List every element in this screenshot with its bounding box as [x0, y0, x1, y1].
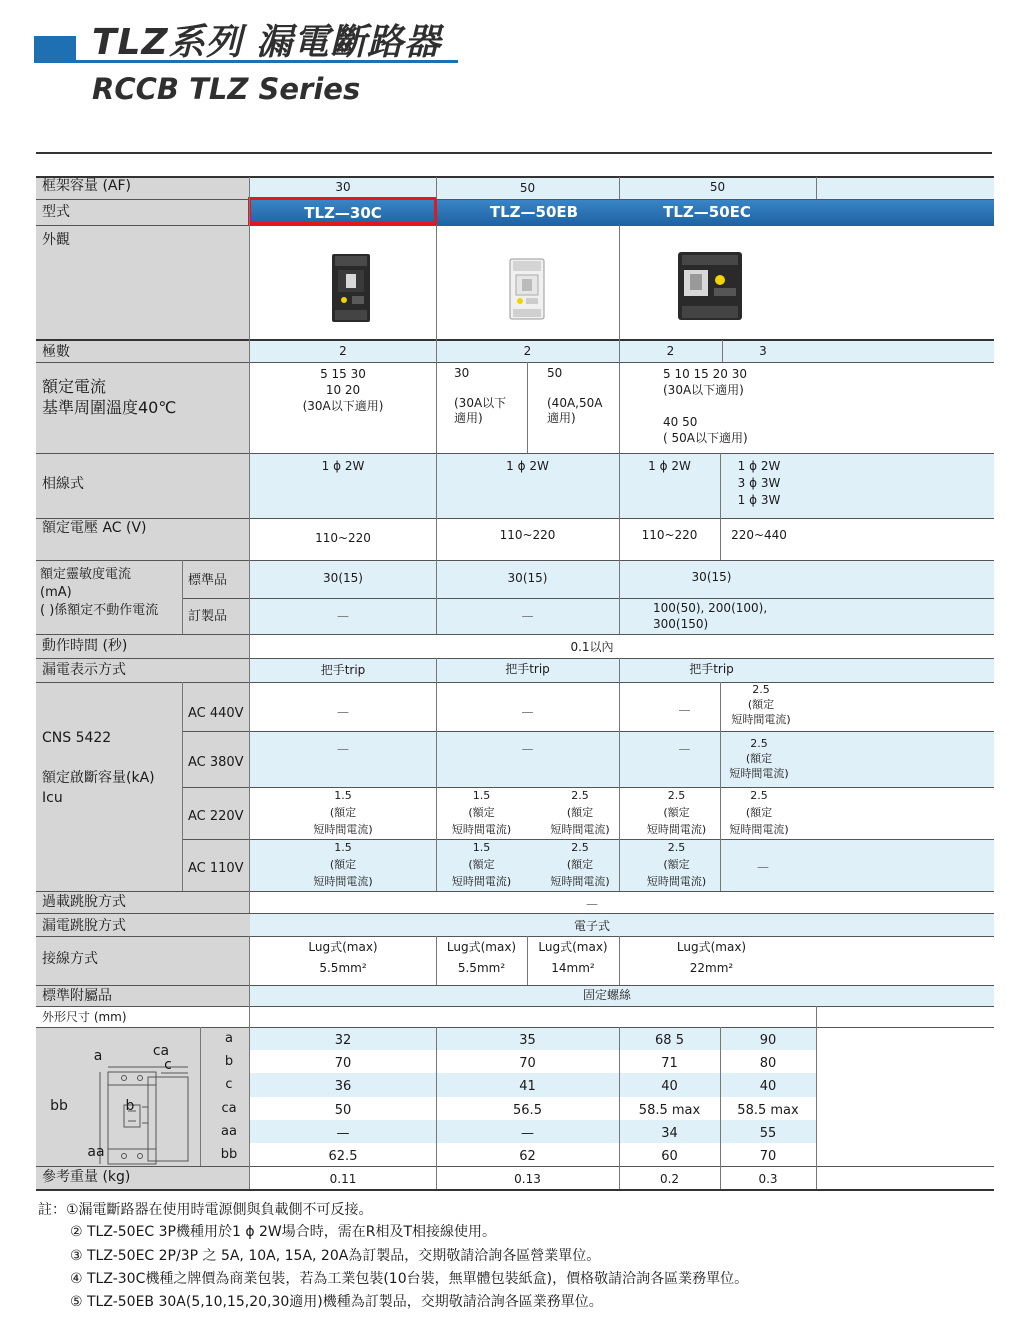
- note-5: ⑤ TLZ-50EB 30A(5,10,15,20,30適用)機種為訂製品，交期敬請洽詢各區業務單位。: [70, 1294, 603, 1310]
- dim-bb-col1: 62: [436, 1143, 619, 1166]
- rule: [436, 225, 437, 634]
- phase-50ec-2p: 1 ϕ 2W: [619, 453, 720, 518]
- rule: [816, 177, 817, 199]
- poles-50ec-2p: 2: [619, 340, 722, 362]
- dim-b-col1: 70: [436, 1050, 619, 1073]
- page-subtitle: RCCB TLZ Series: [92, 72, 361, 106]
- ac440-50eb: —: [436, 682, 619, 731]
- model-50eb: TLZ—50EB: [489, 203, 579, 221]
- rule: [182, 682, 183, 891]
- rule: [36, 682, 994, 683]
- diagram-label-bb: bb: [50, 1098, 68, 1114]
- section-rule: [36, 152, 992, 154]
- note-4: ④ TLZ-30C機種之牌價為商業包裝，若為工業包裝(10台裝，無單體包裝紙盒)，價格敬請洽詢各區業務單位。: [70, 1271, 749, 1287]
- model-50ec: TLZ—50EC: [663, 203, 751, 221]
- dim-key-bb: bb: [200, 1143, 250, 1166]
- rated-current-30c: 5 15 30 10 20 (30A以下適用): [250, 362, 436, 453]
- dim-ca-col1: 56.5: [436, 1097, 619, 1120]
- poles-50ec-3p: 3: [722, 340, 804, 362]
- rule: [816, 1006, 817, 1189]
- rule: [527, 936, 528, 985]
- poles-50eb: 2: [436, 340, 619, 362]
- ac380-50ec-2p: —: [619, 731, 720, 787]
- dim-a-col3: 90: [720, 1027, 816, 1050]
- label-wiring: 接線方式: [36, 936, 250, 985]
- phase-30c: 1 ϕ 2W: [250, 453, 436, 518]
- rule: [436, 1027, 437, 1189]
- rule: [36, 658, 994, 659]
- op-time-value: 0.1以內: [250, 634, 994, 658]
- label-ac440: AC 440V: [182, 682, 250, 731]
- label-appearance: 外觀: [36, 225, 250, 340]
- rule: [720, 682, 721, 891]
- label-overload: 過載跳脫方式: [36, 891, 250, 913]
- dim-b-col3: 80: [720, 1050, 816, 1073]
- ac440-empty: [802, 682, 994, 731]
- rule: [36, 453, 994, 454]
- dim-key-c: c: [200, 1073, 250, 1097]
- dim-a-col0: 32: [250, 1027, 436, 1050]
- dim-key-ca: ca: [200, 1097, 250, 1120]
- ac110-30c: 1.5 (額定 短時間電流): [250, 839, 436, 891]
- model-highlight-box: [248, 197, 437, 225]
- ac380-30c: —: [250, 731, 436, 787]
- label-leak-trip: 漏電跳脫方式: [36, 913, 250, 936]
- wiring-50ec: [619, 936, 994, 985]
- rule: [619, 177, 620, 199]
- rule: [720, 453, 721, 560]
- poles-empty: [804, 340, 994, 362]
- ac380-50ec-3p: 2.5 (額定 短時間電流): [720, 731, 798, 787]
- dim-a-col2: 68 5: [619, 1027, 720, 1050]
- dim-ca-col2: 58.5 max: [619, 1097, 720, 1120]
- wiring-50ec-size: 22mm²: [689, 961, 734, 975]
- phase-50eb: 1 ϕ 2W: [436, 453, 619, 518]
- af-50ec: 50: [619, 177, 816, 199]
- label-weight: 參考重量 (kg): [36, 1166, 250, 1189]
- dim-c-col1: 41: [436, 1073, 619, 1097]
- rule: [200, 1027, 201, 1166]
- dim-c-col0: 36: [250, 1073, 436, 1097]
- ac440-50ec-3p: 2.5 (額定 短時間電流): [720, 682, 802, 731]
- rated-current-50eb-50: 50 (40A,50A 適用): [527, 362, 619, 453]
- rule: [36, 1166, 994, 1167]
- indicator-30c: 把手trip: [250, 658, 436, 682]
- rule: [436, 658, 437, 891]
- ac110-50ec-3p: —: [720, 839, 806, 891]
- ac220-50eb-50: 2.5 (額定 短時間電流): [527, 787, 633, 839]
- rule: [36, 936, 994, 937]
- rule: [36, 362, 994, 363]
- rule: [182, 598, 994, 599]
- poles-30c: 2: [250, 340, 436, 362]
- wiring-50eb-30-size: 5.5mm²: [457, 961, 506, 975]
- voltage-50ec-3p: 220~440: [720, 518, 798, 560]
- label-op-time: 動作時間 (秒): [36, 634, 250, 658]
- dim-c-col2: 40: [619, 1073, 720, 1097]
- rule: [619, 658, 620, 891]
- label-cns: CNS 5422 額定啟斷容量(kA) Icu: [36, 682, 182, 891]
- ac380-50eb: —: [436, 731, 619, 787]
- weight-30c: 0.11: [250, 1166, 436, 1189]
- label-sens-std: 標準品: [182, 560, 250, 598]
- af-empty: [816, 177, 994, 199]
- label-rated-current: 額定電流 基準周圍溫度40℃: [36, 362, 250, 453]
- ac220-empty: [798, 787, 994, 839]
- rule: [36, 176, 994, 178]
- rule: [36, 1189, 994, 1191]
- wiring-50eb-50: [527, 936, 619, 985]
- ac220-50ec-2p: 2.5 (額定 短時間電流): [633, 787, 720, 839]
- rated-current-50eb-30: 30 (30A以下 適用): [436, 362, 527, 453]
- indicator-50ec: 把手trip: [619, 658, 994, 682]
- dim-b-col2: 71: [619, 1050, 720, 1073]
- model-30c: TLZ—30C: [304, 204, 382, 222]
- voltage-30c: 110~220: [250, 518, 436, 560]
- rule: [36, 1006, 994, 1007]
- label-phase: 相線式: [36, 453, 250, 518]
- ac440-30c: —: [250, 682, 436, 731]
- rule: [36, 225, 994, 226]
- weight-50ec-2p: 0.2: [619, 1166, 720, 1189]
- wiring-30c-type: Lug式(max): [308, 940, 378, 954]
- af-30c: 30: [250, 177, 436, 199]
- label-sens-order: 訂製品: [182, 598, 250, 634]
- dim-a-col1: 35: [436, 1027, 619, 1050]
- label-indicator: 漏電表示方式: [36, 658, 250, 682]
- rule: [36, 634, 994, 635]
- sens-order-30c: —: [250, 598, 436, 634]
- diagram-label-aa: aa: [87, 1144, 105, 1160]
- tlz-50ec-product-image: [676, 250, 744, 322]
- dim-bb-col0: 62.5: [250, 1143, 436, 1166]
- diagram-label-b: b: [125, 1098, 135, 1114]
- diagram-label-a: a: [93, 1048, 103, 1064]
- rule: [182, 839, 994, 840]
- rule: [619, 936, 620, 985]
- rule: [722, 340, 723, 362]
- label-ac110: AC 110V: [182, 839, 250, 891]
- rule: [249, 936, 250, 1189]
- dim-bb-col2: 60: [619, 1143, 720, 1166]
- wiring-50eb-50-type: Lug式(max): [538, 940, 608, 954]
- ac110-empty: [806, 839, 994, 891]
- voltage-50eb: 110~220: [436, 518, 619, 560]
- accessory-value: 固定螺絲: [250, 985, 994, 1006]
- dim-c-col3: 40: [720, 1073, 816, 1097]
- sens-std-30c: 30(15): [250, 560, 436, 598]
- rule: [36, 199, 994, 200]
- dim-aa-col0: —: [250, 1120, 436, 1143]
- sens-std-50ec: 30(15): [619, 560, 994, 598]
- rule: [36, 518, 994, 519]
- phase-50ec-3p: 1 ϕ 2W 3 ϕ 3W 1 ϕ 3W: [720, 453, 798, 518]
- ac220-50ec-3p: 2.5 (額定 短時間電流): [720, 787, 798, 839]
- rated-current-50ec: 5 10 15 20 30 (30A以下適用) 40 50 ( 50A以下適用): [619, 362, 994, 453]
- wiring-50eb-30-type: Lug式(max): [446, 940, 517, 954]
- sens-std-50eb: 30(15): [436, 560, 619, 598]
- ac380-empty: [798, 731, 994, 787]
- dim-key-aa: aa: [200, 1120, 250, 1143]
- note-1: 註：①漏電斷路器在使用時電源側與負載側不可反接。: [38, 1202, 373, 1218]
- rule: [36, 560, 994, 561]
- label-sensitivity: 額定靈敏度電流 (mA) ( )係額定不動作電流: [36, 560, 182, 634]
- dim-ca-col0: 50: [250, 1097, 436, 1120]
- label-model: 型式: [36, 199, 250, 225]
- indicator-50eb: 把手trip: [436, 658, 619, 682]
- rule: [182, 560, 183, 634]
- tlz-50eb-product-image: [508, 257, 546, 321]
- tlz-30c-product-image: [330, 252, 372, 324]
- dim-aa-col2: 34: [619, 1120, 720, 1143]
- dim-key-a: a: [200, 1027, 250, 1050]
- rule: [249, 177, 250, 913]
- sens-order-50eb: —: [436, 598, 619, 634]
- wiring-30c-size: 5.5mm²: [319, 961, 367, 975]
- note-2: ② TLZ-50EC 3P機種用於1 ϕ 2W場合時，需在R相及T相接線使用。: [70, 1224, 497, 1240]
- weight-50eb: 0.13: [436, 1166, 619, 1189]
- ac440-50ec-2p: —: [619, 682, 720, 731]
- rule: [36, 985, 994, 986]
- wiring-50eb-50-size: 14mm²: [551, 961, 595, 975]
- ac110-50ec-2p: 2.5 (額定 短時間電流): [633, 839, 720, 891]
- rule: [182, 731, 994, 732]
- leak-trip-value: 電子式: [250, 913, 994, 936]
- dim-bb-col3: 70: [720, 1143, 816, 1166]
- rule: [36, 891, 994, 892]
- ac220-50eb-30: 1.5 (額定 短時間電流): [436, 787, 527, 839]
- title-accent-bar: [34, 36, 76, 60]
- diagram-label-ca: ca: [152, 1043, 170, 1059]
- rule: [619, 1027, 620, 1189]
- rule: [527, 362, 528, 453]
- ac110-50eb-50: 2.5 (額定 短時間電流): [527, 839, 633, 891]
- overload-value: —: [250, 891, 994, 913]
- rule: [36, 913, 994, 914]
- voltage-50ec-2p: 110~220: [619, 518, 720, 560]
- label-ac220: AC 220V: [182, 787, 250, 839]
- label-af: 框架容量 (AF): [36, 177, 250, 199]
- dim-ca-col3: 58.5 max: [720, 1097, 816, 1120]
- rule: [436, 936, 437, 985]
- label-voltage: 額定電壓 AC (V): [36, 518, 250, 560]
- wiring-30c: [250, 936, 436, 985]
- wiring-50ec-type: Lug式(max): [676, 940, 747, 954]
- diagram-label-c: c: [164, 1057, 172, 1073]
- dim-aa-col3: 55: [720, 1120, 816, 1143]
- dim-b-col0: 70: [250, 1050, 436, 1073]
- sens-order-50ec: 100(50), 200(100), 300(150): [619, 598, 994, 634]
- af-50eb: 50: [436, 177, 619, 199]
- ac220-30c: 1.5 (額定 短時間電流): [250, 787, 436, 839]
- rule: [36, 1027, 994, 1028]
- rule: [619, 225, 620, 634]
- rule: [436, 177, 437, 199]
- label-accessory: 標準附屬品: [36, 985, 250, 1006]
- rule: [182, 787, 994, 788]
- page-title: TLZ系列 漏電斷路器: [92, 22, 442, 63]
- note-3: ③ TLZ-50EC 2P/3P 之 5A, 10A, 15A, 20A為訂製品，交期敬請洽詢各區營業單位。: [70, 1248, 601, 1264]
- phase-empty: [798, 453, 994, 518]
- weight-50ec-3p: 0.3: [720, 1166, 816, 1189]
- dim-key-b: b: [200, 1050, 250, 1073]
- dimension-diagram: [36, 1027, 200, 1166]
- label-poles: 極數: [36, 340, 250, 362]
- label-ac380: AC 380V: [182, 731, 250, 787]
- voltage-empty: [798, 518, 994, 560]
- label-dimensions: 外形尺寸 (mm): [36, 1006, 336, 1027]
- wiring-50eb-30: [436, 936, 527, 985]
- rule: [36, 339, 994, 341]
- dim-aa-col1: —: [436, 1120, 619, 1143]
- rule: [720, 1027, 721, 1189]
- ac110-50eb-30: 1.5 (額定 短時間電流): [436, 839, 527, 891]
